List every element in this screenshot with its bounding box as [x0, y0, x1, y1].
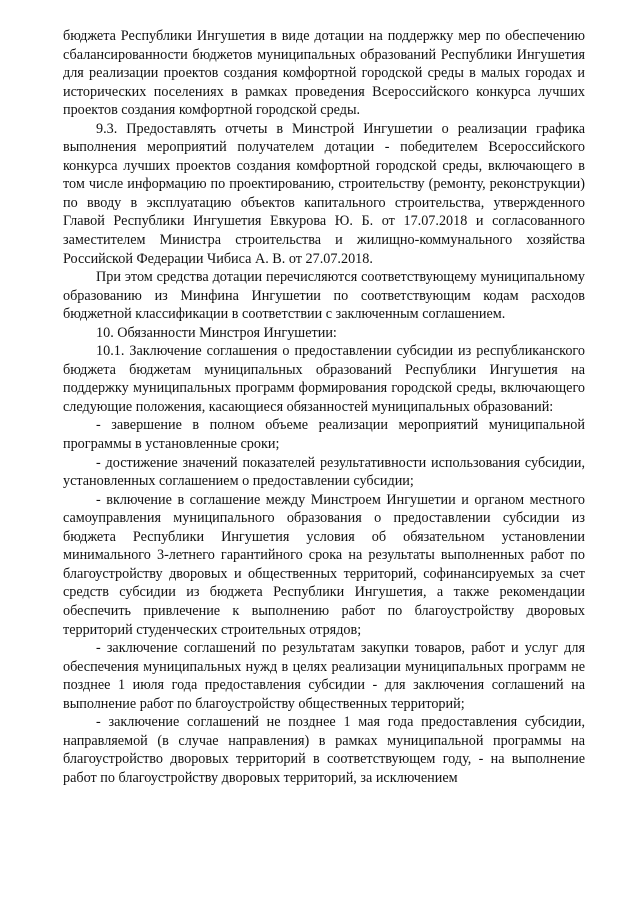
paragraph-10-1: 10.1. Заключение соглашения о предоставлении субсидии из республиканского бюджета бюджетам муниципальных образований Республики Ингушетия на поддержку муниципальных программ формирования городской среды, включающего следующие положения, касающиеся обязанностей муниципальных образований:	[63, 343, 585, 415]
section-10-heading: 10. Обязанности Минстроя Ингушетии:	[96, 324, 337, 341]
list-item-completion: - завершение в полном объеме реализации мероприятий муниципальной программы в установленные сроки;	[63, 417, 585, 453]
list-item-may-agreements: - заключение соглашений не позднее 1 мая года предоставления субсидии, направляемой (в случае направления) в рамках муниципальной программы на благоустройство дворовых территорий в соответствующем году, - на выполнение работ по благоустройству дворовых территорий, за исключением	[63, 714, 585, 786]
document-page	[63, 27, 585, 787]
list-item-indicators: - достижение значений показателей результативности использования субсидии, установленных соглашением о предоставлении субсидии;	[63, 454, 585, 490]
paragraph-dotation-transfer: При этом средства дотации перечисляются соответствующему муниципальному образованию из Минфина Ингушетии по соответствующим кодам расходов бюджетной классификации в соответствии с заключенным соглашением.	[63, 269, 585, 323]
paragraph-9-3: 9.3. Предоставлять отчеты в Минстрой Ингушетии о реализации графика выполнения мероприятий получателем дотации - победителем Всероссийского конкурса лучших проектов создания комфортной городской среды, включающего в том числе информацию по проектированию, строительству (ремонту, реконструкции) по вводу в эксплуатацию объектов капитального строительства, утвержденного Главой Республики Ингушетия Евкурова Ю. Б. от 17.07.2018 и согласованного заместителем Министра строительства и жилищно-коммунального хозяйства Российской Федерации Чибиса А. В. от 27.07.2018.	[63, 120, 585, 267]
list-item-procurement-agreements: - заключение соглашений по результатам закупки товаров, работ и услуг для обеспечения муниципальных нужд в целях реализации муниципальных программ не позднее 1 июля года предоставления субсидии - для заключения соглашений на выполнение работ по благоустройству общественных территорий;	[63, 640, 585, 712]
list-item-guarantee: - включение в соглашение между Минстроем Ингушетии и органом местного самоуправления муниципального образования о предоставлении субсидии из бюджета Республики Ингушетия условия об обязательном установлении минимального 3-летнего гарантийного срока на результаты выполненных работ по благоустройству дворовых и общественных территорий, софинансируемых за счет средств субсидии из бюджета Республики Ингушетия, а также рекомендации обеспечить привлечение к выполнению работ по благоустройству дворовых территорий студенческих строительных отрядов;	[63, 491, 585, 638]
paragraph-intro-continuation: бюджета Республики Ингушетия в виде дотации на поддержку мер по обеспечению сбалансированности бюджетов муниципальных образований Республики Ингушетия для реализации проектов создания комфортной городской среды в малых городах и исторических поселениях в рамках проведения Всероссийского конкурса лучших проектов создания комфортной городской среды.	[63, 28, 585, 119]
